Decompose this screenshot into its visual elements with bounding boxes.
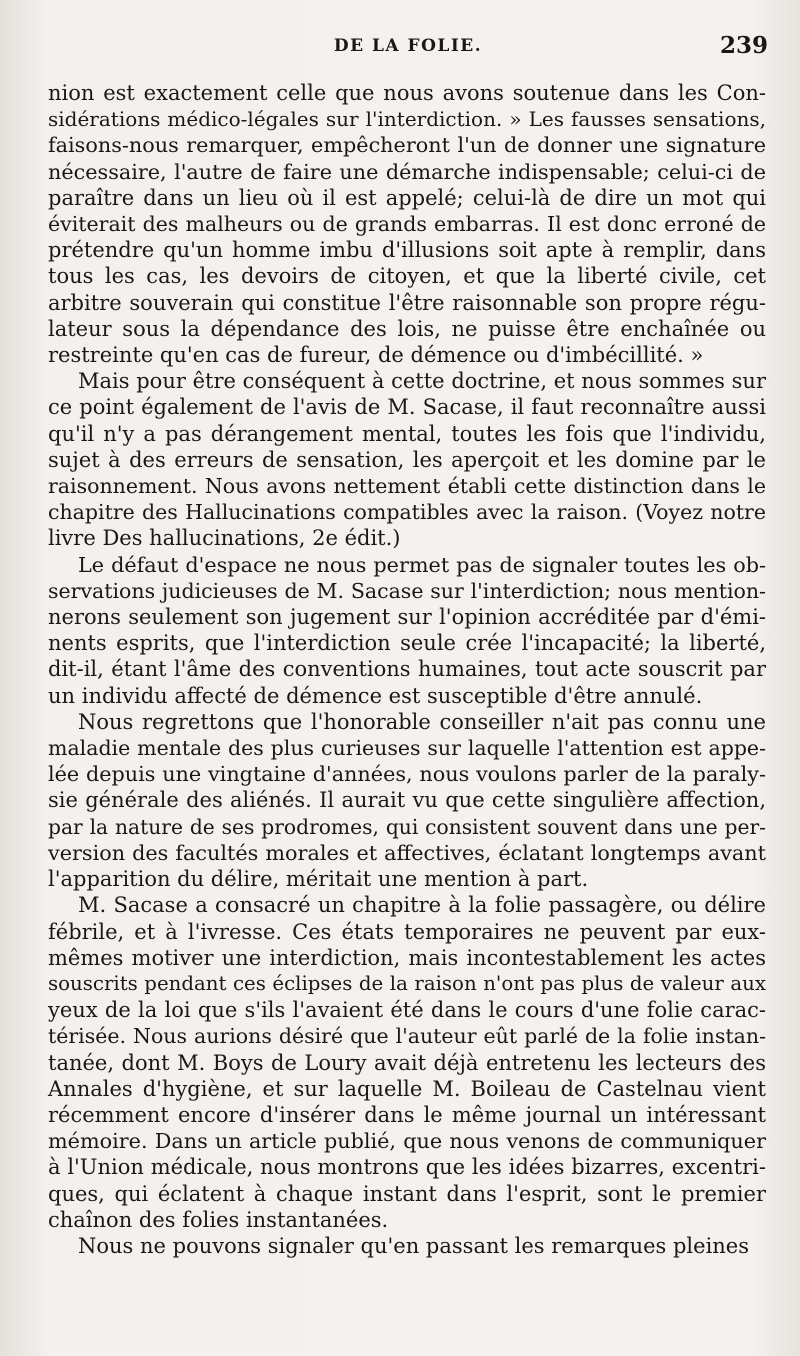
text-line: sujet à des erreurs de sensation, les aperçoit et les domine par le: [48, 447, 766, 472]
text-line: dit-il, étant l'âme des conventions humaines, tout acte souscrit par: [48, 657, 766, 682]
text-line: térisée. Nous aurions désiré que l'auteur eût parlé de la folie instan-: [48, 1024, 766, 1049]
text-line: nents esprits, que l'interdiction seule crée l'incapacité; la liberté,: [48, 631, 766, 656]
text-line: un individu affecté de démence est susceptible d'être annulé.: [48, 683, 703, 708]
text-line: nerons seulement son jugement sur l'opinion accréditée par d'émi-: [48, 605, 766, 630]
text-line: tanée, dont M. Boys de Loury avait déjà entretenu les lecteurs des: [48, 1050, 766, 1075]
paragraph: [48, 1233, 766, 1259]
text-line: Nous regrettons que l'honorable conseiller n'ait pas connu une: [78, 709, 766, 734]
text-line: ce point également de l'avis de M. Sacase, il faut reconnaître aussi: [48, 395, 766, 420]
text-line: Le défaut d'espace ne nous permet pas de signaler toutes les ob-: [78, 552, 766, 577]
text-line: à l'Union médicale, nous montrons que les idées bizarres, excentri-: [48, 1155, 766, 1180]
text-line: Mais pour être conséquent à cette doctrine, et nous sommes sur: [78, 369, 766, 394]
body-text: [48, 80, 766, 1259]
text-line: souscrits pendant ces éclipses de la raison n'ont pas plus de valeur aux: [48, 971, 766, 995]
text-line: mémoire. Dans un article publié, que nous venons de communiquer: [48, 1129, 766, 1154]
text-line: maladie mentale des plus curieuses sur laquelle l'attention est appe-: [48, 736, 766, 761]
text-line: nion est exactement celle que nous avons soutenue dans les Con-: [48, 81, 766, 105]
text-line: chapitre des Hallucinations compatibles avec la raison. (Voyez notre: [48, 500, 766, 525]
paragraph: [48, 368, 766, 551]
text-line: ques, qui éclatent à chaque instant dans l'esprit, sont le premier: [48, 1181, 766, 1206]
paragraph: [48, 892, 766, 1233]
text-line: Annales d'hygiène, et sur laquelle M. Boileau de Castelnau vient: [48, 1076, 766, 1101]
page-number: 239: [719, 32, 768, 59]
running-title: DE LA FOLIE.: [333, 36, 483, 56]
text-line: servations judicieuses de M. Sacase sur l'interdiction; nous mention-: [48, 578, 766, 603]
text-line: par la nature de ses prodromes, qui consistent souvent dans une per-: [48, 814, 766, 839]
text-line: version des facultés morales et affectives, éclatant longtemps avant: [48, 840, 766, 865]
paragraph: [48, 80, 766, 368]
text-line: l'apparition du délire, méritait une mention à part.: [48, 867, 589, 892]
paragraph: [48, 552, 766, 709]
paragraph: [48, 709, 766, 892]
text-line: M. Sacase a consacré un chapitre à la folie passagère, ou délire: [78, 893, 766, 918]
text-line: livre Des hallucinations, 2e édit.): [48, 526, 401, 551]
text-line: prétendre qu'un homme imbu d'illusions soit apte à remplir, dans: [48, 238, 766, 263]
text-line: qu'il n'y a pas dérangement mental, toutes les fois que l'individu,: [48, 421, 766, 446]
text-line: Nous ne pouvons signaler qu'en passant les remarques pleines: [78, 1233, 750, 1258]
text-line: récemment encore d'insérer dans le même journal un intéressant: [48, 1102, 766, 1127]
text-line: paraître dans un lieu où il est appelé; celui-là de dire un mot qui: [48, 185, 766, 210]
text-line: lateur sous la dépendance des lois, ne puisse être enchaînée ou: [48, 316, 766, 341]
text-line: tous les cas, les devoirs de citoyen, et que la liberté civile, cet: [48, 264, 766, 289]
text-line: mêmes motiver une interdiction, mais incontestablement les actes: [48, 945, 766, 970]
text-line: nécessaire, l'autre de faire une démarche indispensable; celui-ci de: [48, 159, 766, 184]
text-line: sidérations médico-légales sur l'interdiction. » Les fausses sensations,: [48, 107, 766, 132]
text-line: lée depuis une vingtaine d'années, nous voulons parler de la paraly-: [48, 762, 766, 787]
text-line: arbitre souverain qui constitue l'être raisonnable son propre régu-: [48, 290, 766, 315]
text-line: restreinte qu'en cas de fureur, de démence ou d'imbécillité. »: [48, 343, 704, 368]
text-line: fébrile, et à l'ivresse. Ces états temporaires ne peuvent par eux-: [48, 919, 766, 944]
page-header: [48, 32, 768, 66]
text-line: yeux de la loi que s'ils l'avaient été dans le cours d'une folie carac-: [48, 998, 766, 1023]
text-line: raisonnement. Nous avons nettement établi cette distinction dans le: [48, 474, 766, 499]
text-line: éviterait des malheurs ou de grands embarras. Il est donc erroné de: [48, 212, 766, 237]
text-line: faisons-nous remarquer, empêcheront l'un de donner une signature: [48, 133, 766, 158]
text-line: chaînon des folies instantanées.: [48, 1207, 389, 1232]
text-line: sie générale des aliénés. Il aurait vu que cette singulière affection,: [48, 788, 766, 813]
